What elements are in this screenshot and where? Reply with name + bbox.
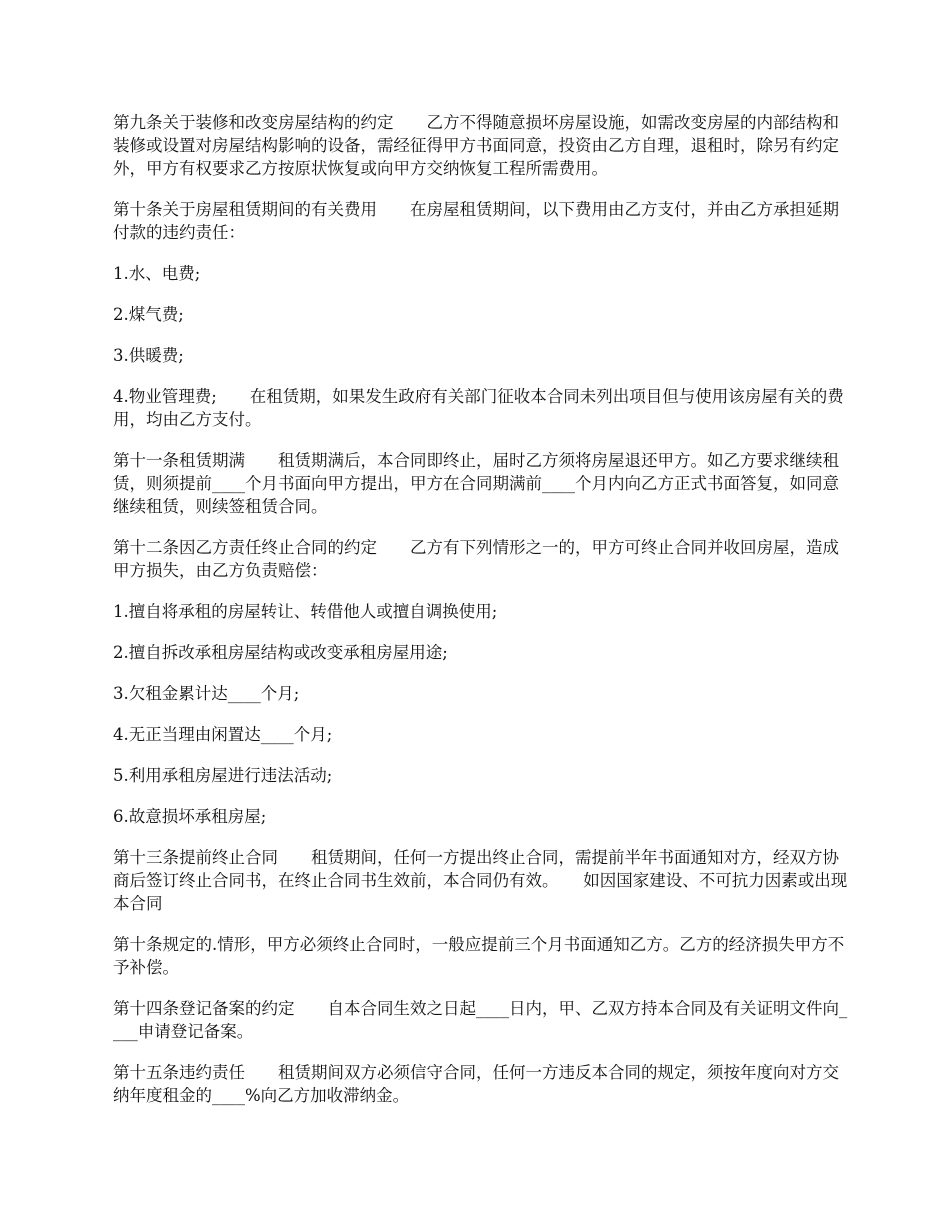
clause-14-paragraph: 第十四条登记备案的约定 自本合同生效之日起____日内，甲、乙双方持本合同及有关证明文件向____申请登记备案。 [113, 999, 848, 1041]
list-item-alteration: 2.擅自拆改承租房屋结构或改变承租房屋用途; [113, 643, 448, 662]
document-page [113, 111, 853, 1125]
clause-13-paragraph: 第十三条提前终止合同 租赁期间，任何一方提出终止合同，需提前半年书面通知对方，经双方协商后签订终止合同书，在终止合同书生效前，本合同仍有效。 如因国家建设、不可抗力因素或出现本合同 [113, 848, 848, 913]
list-item-water-electricity: 1.水、电费; [113, 264, 201, 283]
clause-11-paragraph: 第十一条租赁期满 租赁期满后，本合同即终止，届时乙方须将房屋退还甲方。如乙方要求继续租赁，则须提前____个月书面向甲方提出，甲方在合同期满前____个月内向乙方正式书面答复，如同意继续租赁，则续签租赁合同。 [113, 451, 839, 516]
list-item-damage: 6.故意损坏承租房屋; [113, 807, 267, 826]
clause-12-paragraph: 第十二条因乙方责任终止合同的约定 乙方有下列情形之一的，甲方可终止合同并收回房屋，造成甲方损失，由乙方负责赔偿： [113, 538, 839, 580]
clause-13-continued-paragraph: 第十条规定的.情形，甲方必须终止合同时，一般应提前三个月书面通知乙方。乙方的经济损失甲方不予补偿。 [113, 935, 845, 977]
list-item-idle: 4.无正当理由闲置达____个月; [113, 725, 333, 744]
list-item-rent-arrears: 3.欠租金累计达____个月; [113, 684, 300, 703]
list-item-illegal-activity: 5.利用承租房屋进行违法活动; [113, 766, 333, 785]
list-item-property-management: 4.物业管理费; 在租赁期，如果发生政府有关部门征收本合同未列出项目但与使用该房屋有关的费用，均由乙方支付。 [113, 387, 844, 429]
clause-9-paragraph: 第九条关于装修和改变房屋结构的约定 乙方不得随意损坏房屋设施，如需改变房屋的内部结构和装修或设置对房屋结构影响的设备，需经征得甲方书面同意，投资由乙方自理，退租时，除另有约定外，甲方有权要求乙方按原状恢复或向甲方交纳恢复工程所需费用。 [113, 113, 839, 178]
list-item-gas: 2.煤气费; [113, 305, 184, 324]
clause-10-paragraph: 第十条关于房屋租赁期间的有关费用 在房屋租赁期间，以下费用由乙方支付，并由乙方承担延期付款的违约责任： [113, 200, 839, 242]
list-item-transfer: 1.擅自将承租的房屋转让、转借他人或擅自调换使用; [113, 602, 498, 621]
list-item-heating: 3.供暖费; [113, 346, 184, 365]
clause-15-paragraph: 第十五条违约责任 租赁期间双方必须信守合同，任何一方违反本合同的规定，须按年度向对方交纳年度租金的____%向乙方加收滞纳金。 [113, 1063, 839, 1105]
